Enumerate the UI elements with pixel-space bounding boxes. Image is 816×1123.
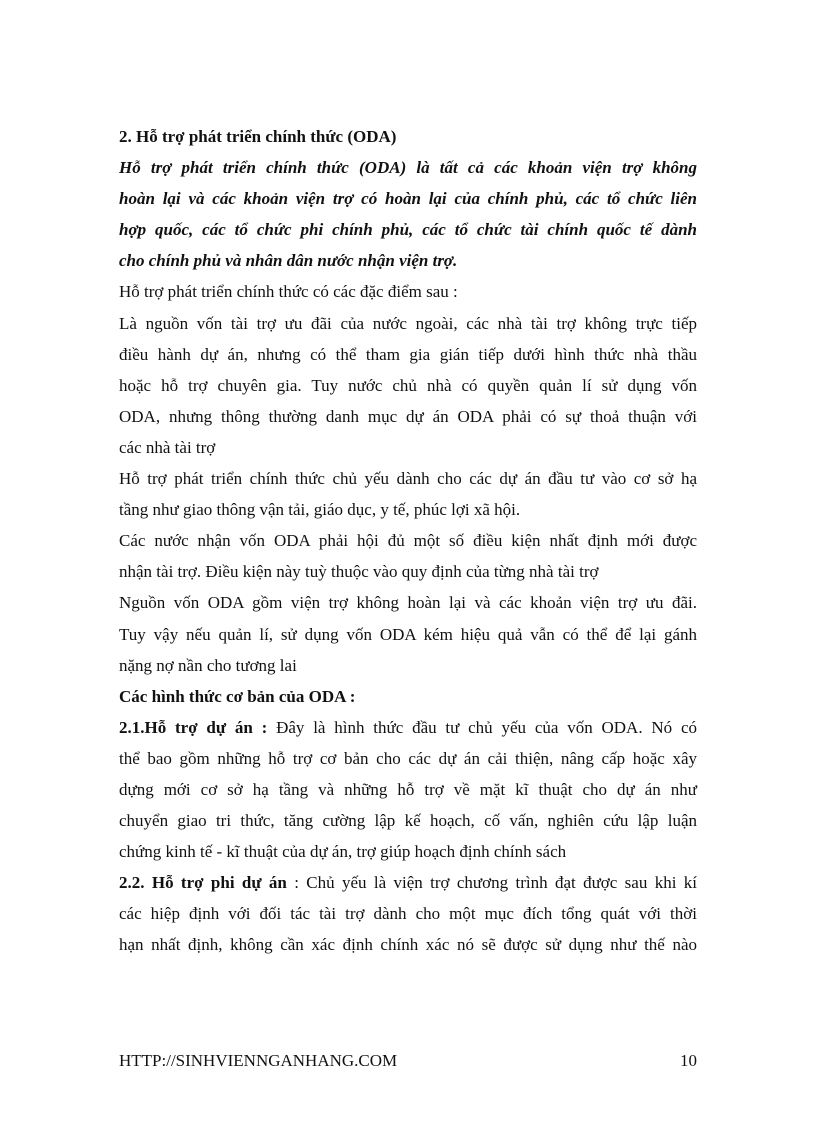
paragraph-line: Là nguồn vốn tài trợ ưu đãi của nước ngoài, các nhà tài trợ không trực tiếp (119, 313, 697, 333)
paragraph-line: Tuy vậy nếu quản lí, sử dụng vốn ODA kém hiệu quả vẫn có thể để lại gánh (119, 624, 697, 644)
paragraph-line: thể bao gồm những hỗ trợ cơ bản cho các dự án cải thiện, nâng cấp hoặc xây (119, 748, 697, 768)
form-non-project-aid (119, 867, 697, 960)
feature-paragraph-4 (119, 587, 697, 680)
paragraph-line: điều hành dự án, nhưng có thể tham gia gián tiếp dưới hình thức nhà thầu (119, 344, 697, 364)
form-text: Đây là hình thức đầu tư chủ yếu của vốn ODA. Nó có (267, 717, 697, 737)
definition-line: hoàn lại và các khoản viện trợ có hoàn lại của chính phủ, các tổ chức liên (119, 189, 697, 209)
paragraph-line: nặng nợ nần cho tương lai (119, 655, 297, 675)
paragraph-line: tầng như giao thông vận tải, giáo dục, y tế, phúc lợi xã hội. (119, 500, 521, 520)
paragraph-line: nhận tài trợ. Điều kiện này tuỳ thuộc vào quy định của từng nhà tài trợ (119, 562, 599, 582)
paragraph-line (119, 867, 697, 898)
features-intro: Hỗ trợ phát triển chính thức có các đặc điểm sau : (119, 282, 458, 302)
paragraph-line: Các nước nhận vốn ODA phải hội đủ một số điều kiện nhất định mới được (119, 531, 697, 551)
footer-url: HTTP://SINHVIENNGANHANG.COM (119, 1051, 398, 1070)
paragraph-line: Nguồn vốn ODA gồm viện trợ không hoàn lại và các khoản viện trợ ưu đãi. (119, 593, 697, 613)
paragraph-line: hoặc hỗ trợ chuyên gia. Tuy nước chủ nhà có quyền quản lí sử dụng vốn (119, 375, 697, 395)
feature-paragraph-3 (119, 525, 697, 587)
page-content (119, 121, 697, 961)
form-title: 2.2. Hỗ trợ phi dự án (119, 873, 287, 893)
definition-paragraph (119, 152, 697, 276)
form-project-aid (119, 712, 697, 867)
paragraph-line (119, 712, 697, 743)
page-number: 10 (680, 1051, 697, 1070)
definition-line: hợp quốc, các tổ chức phi chính phủ, các tổ chức tài chính quốc tế dành (119, 220, 697, 240)
feature-paragraph-2 (119, 463, 697, 525)
paragraph-line: các hiệp định với đối tác tài trợ dành cho một mục đích tổng quát với thời (119, 904, 697, 924)
paragraph-line: dựng mới cơ sở hạ tầng và những hỗ trợ về mặt kĩ thuật cho dự án như (119, 779, 697, 799)
definition-line: Hỗ trợ phát triển chính thức (ODA) là tất cả các khoản viện trợ không (119, 158, 697, 178)
section-heading: 2. Hỗ trợ phát triển chính thức (ODA) (119, 127, 397, 146)
paragraph-line: hạn nhất định, không cần xác định chính xác nó sẽ được sử dụng như thế nào (119, 935, 697, 955)
page-footer (119, 1049, 697, 1073)
definition-line: cho chính phủ và nhân dân nước nhận viện trợ. (119, 251, 458, 271)
paragraph-line: chuyển giao tri thức, tăng cường lập kế hoạch, cố vấn, nghiên cứu lập luận (119, 811, 697, 831)
feature-paragraph-1 (119, 308, 697, 463)
forms-heading: Các hình thức cơ bản của ODA : (119, 686, 356, 706)
paragraph-line: các nhà tài trợ (119, 437, 216, 457)
paragraph-line: ODA, nhưng thông thường danh mục dự án ODA phải có sự thoả thuận với (119, 406, 697, 426)
paragraph-line: chứng kinh tế - kĩ thuật của dự án, trợ giúp hoạch định chính sách (119, 842, 567, 862)
form-text: : Chủ yếu là viện trợ chương trình đạt được sau khi kí (286, 873, 698, 893)
paragraph-line: Hỗ trợ phát triển chính thức chủ yếu dành cho các dự án đầu tư vào cơ sở hạ (119, 469, 697, 489)
form-title: 2.1.Hỗ trợ dự án : (119, 717, 268, 737)
